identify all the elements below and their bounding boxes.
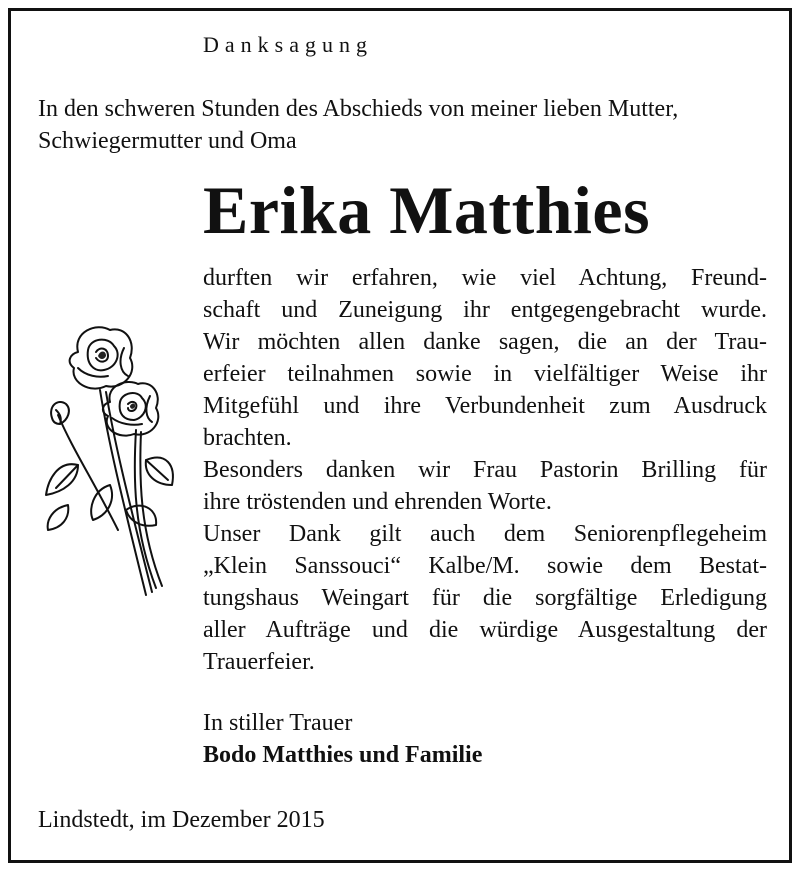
body-line: schaft und Zuneigung ihr entgegengebracht wurde. — [203, 297, 767, 323]
intro-line: In den schweren Stunden des Abschieds von meiner lieben Mutter, — [38, 96, 679, 122]
body-line: ihre tröstenden und ehrenden Worte. — [203, 489, 552, 515]
body-line: Unser Dank gilt auch dem Seniorenpflegeheim — [203, 521, 767, 547]
body-line: Mitgefühl und ihre Verbundenheit zum Ausdruck — [203, 393, 767, 419]
roses-illustration-icon — [38, 320, 188, 620]
body-line: Wir möchten allen danke sagen, die an der Trau- — [203, 329, 767, 355]
family-signature: Bodo Matthies und Familie — [203, 742, 483, 768]
body-line: erfeier teilnahmen sowie in vielfältiger Weise ihr — [203, 361, 767, 387]
body-line: „Klein Sanssouci“ Kalbe/M. sowie dem Bestat- — [203, 553, 767, 579]
body-line: Besonders danken wir Frau Pastorin Brilling für — [203, 457, 767, 483]
body-line: aller Aufträge und die würdige Ausgestaltung der — [203, 617, 767, 643]
place-date: Lindstedt, im Dezember 2015 — [38, 807, 325, 833]
body-text — [203, 262, 767, 678]
intro-line: Schwiegermutter und Oma — [38, 128, 297, 154]
body-line: tungshaus Weingart für die sorgfältige Erledigung — [203, 585, 767, 611]
deceased-name: Erika Matthies — [203, 172, 651, 248]
closing-phrase: In stiller Trauer — [203, 710, 353, 736]
intro-text — [38, 93, 678, 157]
body-line: brachten. — [203, 425, 292, 451]
body-line: Trauerfeier. — [203, 649, 315, 675]
body-line: durften wir erfahren, wie viel Achtung, Freund- — [203, 265, 767, 291]
notice-heading: Danksagung — [203, 32, 373, 57]
